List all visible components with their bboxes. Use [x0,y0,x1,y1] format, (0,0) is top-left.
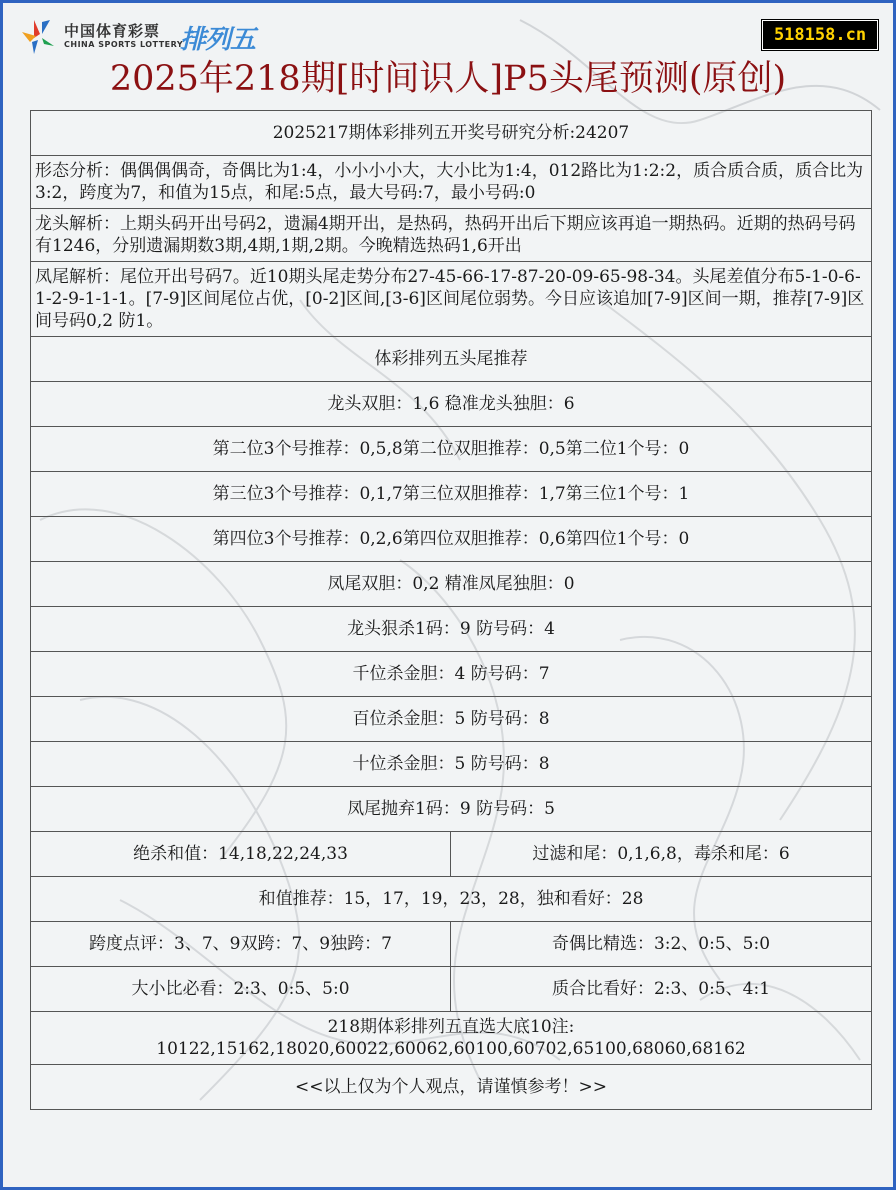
china-sports-lottery-logo [20,18,280,58]
site-badge[interactable]: 518158.cn [762,20,878,50]
lottery-star-icon [20,18,60,56]
tail-analysis-cell: 凤尾解析：尾位开出号码7。近10期头尾走势分布27-45-66-17-87-20-09-65-98-34。头尾差值分布5-1-0-6-1-2-9-1-1-1。[7-9]区间尾位占优，[0-2]区间,[3-6]区间尾位弱势。今日应该追加[7-9]区间一期，推荐[7-9]区间号码0,2 防1。 [31,262,872,337]
table-row [31,832,872,877]
table-row [31,787,872,832]
table-row [31,877,872,922]
table-row [31,1012,872,1065]
table-row [31,337,872,382]
position4-cell: 第四位3个号推荐：0,2,6第四位双胆推荐：0,6第四位1个号：0 [31,517,872,562]
shape-analysis-cell: 形态分析：偶偶偶偶奇，奇偶比为1:4，小小小小大，大小比为1:4，012路比为1:2:2，质合质合质，质合比为3:2，跨度为7，和值为15点，和尾:5点，最大号码:7，最小号码:0 [31,156,872,209]
analysis-title-cell: 2025217期体彩排列五开奖号研究分析:24207 [31,111,872,156]
table-row [31,697,872,742]
head-analysis-cell: 龙头解析：上期头码开出号码2，遗漏4期开出，是热码，热码开出后下期应该再追一期热码。近期的热码号码有1246，分别遗漏期数3期,4期,1期,2期。今晚精选热码1,6开出 [31,209,872,262]
tail-drop-cell: 凤尾抛弃1码：9 防号码：5 [31,787,872,832]
prediction-table [30,110,872,1110]
logo-cn-text: 中国体育彩票 [64,22,161,40]
table-row [31,652,872,697]
prime-composite-cell: 质合比看好：2:3、0:5、4:1 [451,967,872,1012]
position3-cell: 第三位3个号推荐：0,1,7第三位双胆推荐：1,7第三位1个号：1 [31,472,872,517]
hundred-kill-cell: 百位杀金胆：5 防号码：8 [31,697,872,742]
head-double-cell: 龙头双胆：1,6 稳准龙头独胆：6 [31,382,872,427]
position2-cell: 第二位3个号推荐：0,5,8第二位双胆推荐：0,5第二位1个号：0 [31,427,872,472]
table-row [31,209,872,262]
table-row [31,427,872,472]
table-row [31,111,872,156]
base-numbers-cell [31,1012,872,1065]
odd-even-cell: 奇偶比精选：3:2、0:5、5:0 [451,922,872,967]
table-row [31,262,872,337]
logo-game-text: 排列五 [180,25,256,55]
table-row [31,382,872,427]
page-title: 2025年218期[时间识人]P5头尾预测(原创) [109,59,787,99]
logo-en-text: CHINA SPORTS LOTTERY [64,40,184,49]
ten-kill-cell: 十位杀金胆：5 防号码：8 [31,742,872,787]
sum-recommend-cell: 和值推荐：15，17，19，23，28，独和看好：28 [31,877,872,922]
table-row [31,607,872,652]
table-row [31,967,872,1012]
head-kill-cell: 龙头狠杀1码：9 防号码：4 [31,607,872,652]
thousand-kill-cell: 千位杀金胆：4 防号码：7 [31,652,872,697]
table-row [31,156,872,209]
table-row [31,1065,872,1110]
table-row [31,742,872,787]
sum-kill-cell: 绝杀和值：14,18,22,24,33 [31,832,451,877]
recommendation-title-cell: 体彩排列五头尾推荐 [31,337,872,382]
span-cell: 跨度点评：3、7、9双跨：7、9独跨：7 [31,922,451,967]
base-title: 218期体彩排列五直选大底10注: [327,1017,575,1037]
sum-tail-filter-cell: 过滤和尾：0,1,6,8，毒杀和尾：6 [451,832,872,877]
table-row [31,922,872,967]
table-row [31,472,872,517]
disclaimer-cell: <<以上仅为个人观点，请谨慎参考！>> [31,1065,872,1110]
base-numbers: 10122,15162,18020,60022,60062,60100,60702,65100,68060,68162 [156,1039,746,1059]
table-row [31,517,872,562]
table-row [31,562,872,607]
tail-double-cell: 凤尾双胆：0,2 精准凤尾独胆：0 [31,562,872,607]
big-small-cell: 大小比必看：2:3、0:5、5:0 [31,967,451,1012]
